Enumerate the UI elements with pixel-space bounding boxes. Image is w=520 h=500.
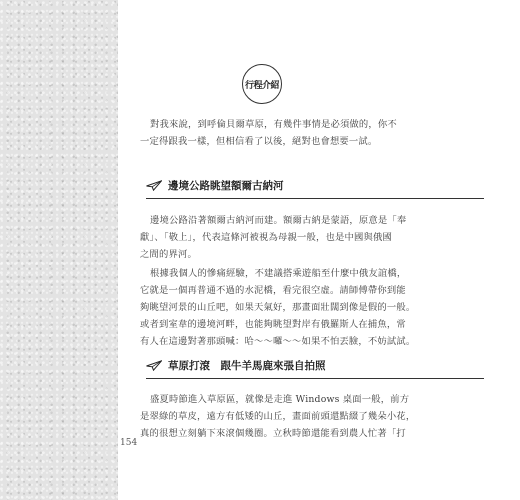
page-number: 154 — [120, 438, 138, 448]
section-heading — [146, 356, 326, 374]
paragraph-line: 邊境公路沿著額爾古納河而建。額爾古納是蒙語，原意是「奉 — [150, 215, 407, 226]
paragraph-line: 真的很想立刻躺下來滾個幾圈。立秋時節還能看到農人忙著「打 — [140, 428, 406, 439]
heading-rule — [146, 378, 484, 379]
body-paragraph — [140, 391, 485, 442]
paper-plane-icon — [146, 360, 162, 371]
section-badge-label: 行程介紹 — [244, 80, 279, 91]
intro-paragraph — [140, 116, 485, 150]
paragraph-line: 它就是一個再普通不過的水泥橋，看完很空虛。請師傅帶你到能 — [140, 285, 406, 296]
paragraph-line: 對我來說，到呼倫貝爾草原，有幾件事情是必須做的，你不 — [150, 119, 397, 130]
section-title: 邊境公路眺望額爾古納河 — [168, 179, 284, 192]
heading-rule — [146, 198, 484, 199]
paragraph-line: 盛夏時節進入草原區，就像是走進 Windows 桌面一般，前方 — [150, 394, 410, 405]
paragraph-line: 有人在這邊對著那頭喊：哈～～囉～～如果不怕丟臉，不妨試試。 — [140, 336, 416, 347]
paragraph-line: 獻」、「敬上」，代表這條河被視為母親一般，也是中國與俄國 — [140, 232, 392, 243]
paper-plane-icon — [146, 180, 162, 191]
body-paragraph — [140, 212, 485, 263]
section-heading — [146, 176, 284, 194]
paragraph-line: 或者到室韋的邊境河畔，也能夠眺望對岸有俄羅斯人在捕魚，常 — [140, 319, 406, 330]
paragraph-line: 之間的界河。 — [140, 249, 197, 260]
paragraph-line: 根據我個人的慘痛經驗，不建議搭乘遊船至什麼中俄友誼橋， — [150, 268, 407, 279]
paragraph-line: 一定得跟我一樣，但相信看了以後，絕對也會想要一試。 — [140, 136, 378, 147]
section-title: 草原打滾 跟牛羊馬鹿來張自拍照 — [168, 359, 326, 372]
paragraph-line: 是翠綠的草皮，遠方有低矮的山丘，畫面前頭還點綴了幾朵小花， — [140, 411, 416, 422]
paragraph-line: 夠眺望河景的山丘吧，如果天氣好，那畫面壯闊到像是假的一般。 — [140, 302, 416, 313]
section-badge — [242, 64, 282, 104]
body-paragraph — [140, 265, 485, 350]
page-margin-texture — [0, 0, 118, 500]
